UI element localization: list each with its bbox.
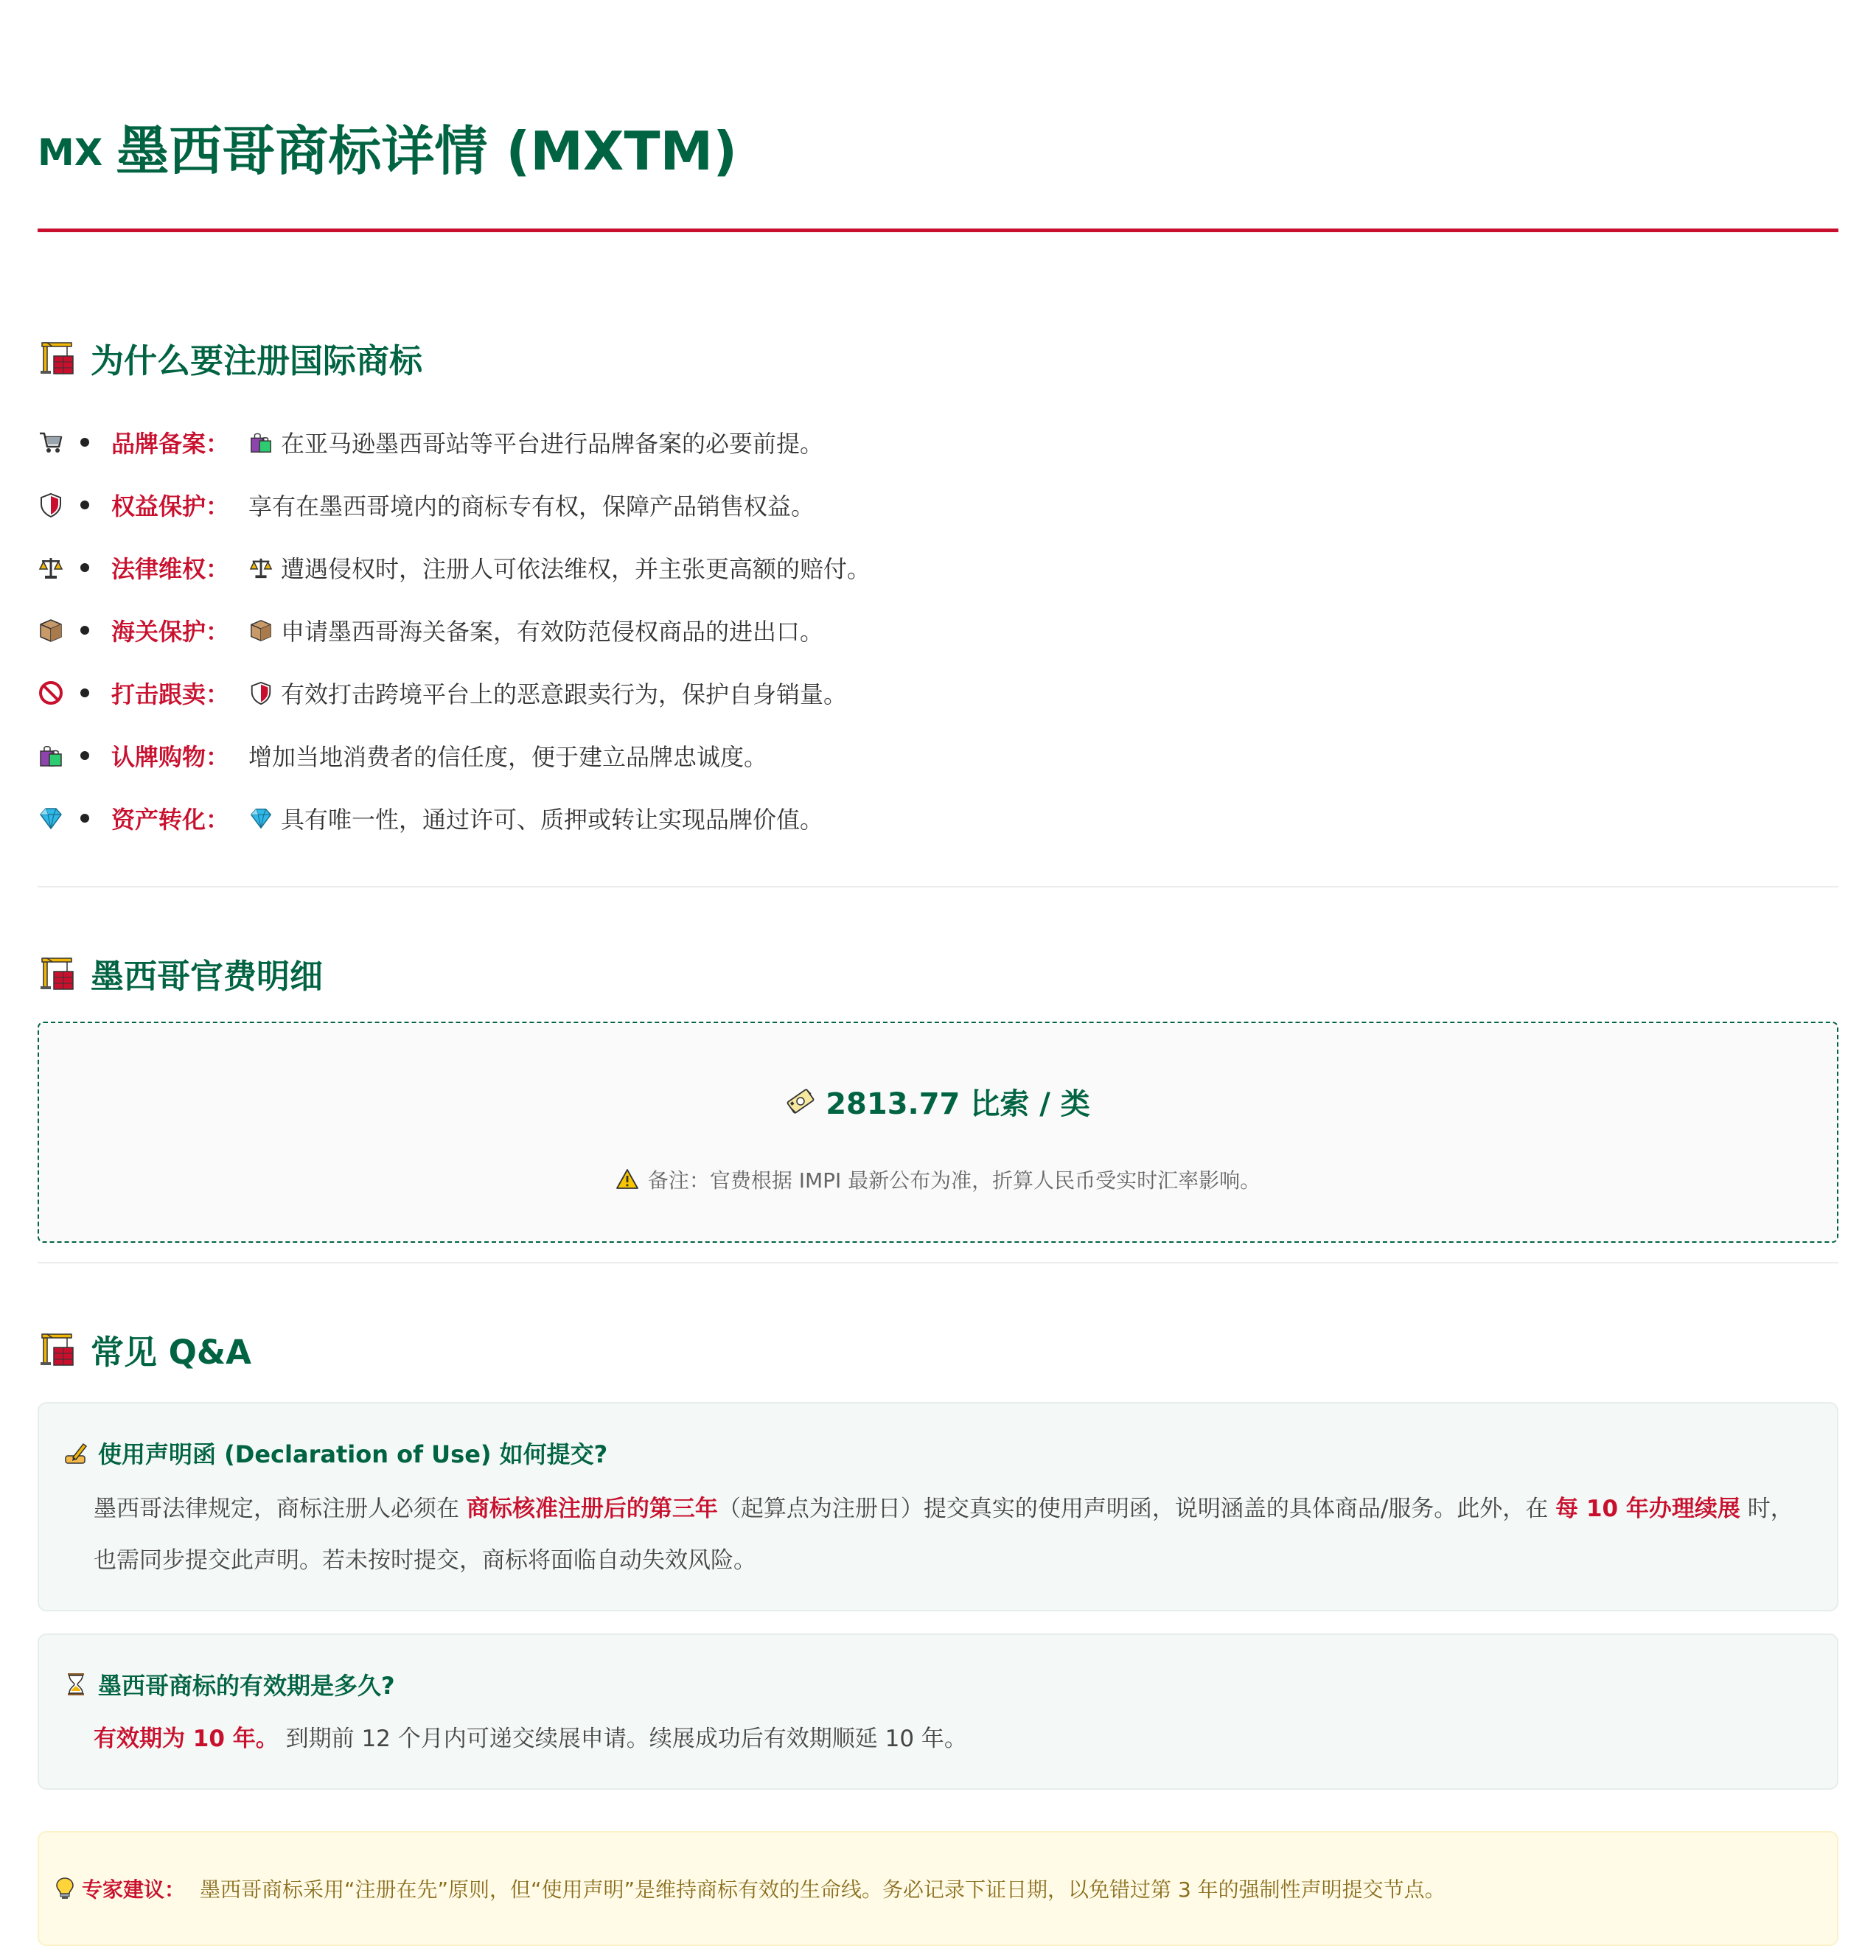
benefit-label: 权益保护： [111, 492, 230, 520]
section-qa [38, 1263, 1838, 1946]
bullet [80, 438, 89, 447]
benefit-description: 遭遇侵权时，注册人可依法维权，并主张更高额的赔付。 [281, 554, 871, 583]
qa-question-text: 墨西哥商标的有效期是多久? [98, 1672, 395, 1700]
section-heading-fees-text: 墨西哥官费明细 [91, 956, 324, 996]
bullet [80, 563, 89, 572]
scales-icon [38, 554, 64, 581]
fee-note-text: 备注：官费根据 IMPI 最新公布为准，折算人民币受实时汇率影响。 [647, 1168, 1261, 1193]
shield-icon [248, 680, 273, 705]
benefit-label: 法律维权： [111, 554, 230, 583]
qa-answer-text: 到期前 12 个月内可递交续展申请。续展成功后有效期顺延 10 年。 [278, 1726, 967, 1752]
section-heading-fees [38, 946, 1838, 1000]
fee-amount [39, 1023, 1837, 1119]
bullet [80, 501, 89, 509]
construction-crane-icon [38, 338, 76, 377]
bullet [80, 688, 89, 697]
benefit-label: 资产转化： [111, 805, 230, 834]
qa-answer-emphasis: 每 10 年办理续展 [1555, 1496, 1740, 1522]
gem-icon [38, 805, 64, 831]
light-bulb-icon [52, 1876, 77, 1901]
benefit-label: 认牌购物： [111, 742, 230, 771]
qa-question-text: 使用声明函 (Declaration of Use) 如何提交? [98, 1440, 608, 1468]
benefit-item-rights-protection [38, 473, 1838, 536]
package-icon [38, 617, 64, 644]
page-title [38, 118, 1838, 186]
shopping-bags-icon [38, 742, 64, 769]
gem-icon [248, 806, 273, 831]
benefit-description: 具有唯一性，通过许可、质押或转让实现品牌价值。 [281, 805, 824, 834]
money-icon [786, 1087, 815, 1116]
benefit-label: 品牌备案： [111, 429, 230, 458]
construction-crane-icon [38, 954, 76, 992]
benefit-item-brand-recognition [38, 724, 1838, 787]
benefit-description: 有效打击跨境平台上的恶意跟卖行为，保护自身销量。 [281, 680, 848, 708]
hourglass-icon [63, 1671, 89, 1698]
benefit-description: 享有在墨西哥境内的商标专有权，保障产品销售权益。 [248, 492, 815, 520]
expert-tip-box [38, 1831, 1838, 1946]
scales-icon [248, 555, 273, 580]
section-why-register [38, 232, 1838, 887]
section-heading-qa-text: 常见 Q&A [91, 1332, 251, 1372]
page-header [38, 0, 1838, 232]
shopping-bags-icon [248, 430, 273, 455]
qa-answer-emphasis: 有效期为 10 年。 [94, 1726, 279, 1752]
benefit-list [38, 411, 1838, 849]
prohibited-icon [38, 680, 64, 706]
bullet [80, 751, 89, 760]
qa-answer [63, 1483, 1813, 1586]
benefit-item-asset-conversion [38, 787, 1838, 849]
qa-question [63, 1635, 1813, 1701]
expert-tip-label: 专家建议： [82, 1877, 186, 1902]
qa-card-declaration-of-use [38, 1402, 1838, 1611]
fee-amount-text: 2813.77 比索 / 类 [826, 1087, 1090, 1121]
section-heading-qa [38, 1322, 1838, 1375]
benefit-description: 在亚马逊墨西哥站等平台进行品牌备案的必要前提。 [281, 429, 824, 458]
fee-box [38, 1022, 1838, 1243]
benefit-item-legal-action [38, 536, 1838, 599]
writing-hand-icon [63, 1440, 89, 1466]
bullet [80, 814, 89, 823]
benefit-label: 打击跟卖： [111, 680, 230, 708]
qa-answer-text: （起算点为注册日）提交真实的使用声明函，说明涵盖的具体商品/服务。此外，在 [717, 1496, 1556, 1522]
benefit-description: 申请墨西哥海关备案，有效防范侵权商品的进出口。 [281, 617, 824, 646]
flag-code: MX [38, 131, 103, 174]
bullet [80, 626, 89, 635]
expert-tip-text: 墨西哥商标采用“注册在先”原则，但“使用声明”是维持商标有效的生命线。务必记录下证日期，以免错过第 3 年的强制性声明提交节点。 [200, 1877, 1446, 1902]
benefit-item-customs-protection [38, 599, 1838, 661]
benefit-item-brand-registry [38, 411, 1838, 473]
qa-question [63, 1403, 1813, 1470]
shield-icon [38, 492, 64, 518]
benefit-description: 增加当地消费者的信任度，便于建立品牌忠诚度。 [248, 742, 768, 771]
page-title-text: 墨西哥商标详情 (MXTM) [116, 120, 738, 182]
section-official-fees [38, 887, 1838, 1263]
section-heading-why-text: 为什么要注册国际商标 [91, 341, 423, 380]
benefit-label: 海关保护： [111, 617, 230, 646]
qa-answer [63, 1713, 1813, 1765]
qa-answer-text: 墨西哥法律规定，商标注册人必须在 [94, 1496, 467, 1522]
section-heading-why [38, 331, 1838, 384]
fee-note [39, 1165, 1837, 1194]
qa-answer-text: 时，也需同步提交此声明。若未按时提交，商标将面临自动失效风险。 [94, 1496, 1793, 1574]
construction-crane-icon [38, 1330, 76, 1368]
qa-card-validity-period [38, 1633, 1838, 1790]
warning-icon [616, 1168, 639, 1191]
qa-answer-emphasis: 商标核准注册后的第三年 [466, 1496, 718, 1522]
package-icon [248, 618, 273, 643]
benefit-item-anti-hijacking [38, 661, 1838, 724]
shopping-cart-icon [38, 429, 64, 456]
